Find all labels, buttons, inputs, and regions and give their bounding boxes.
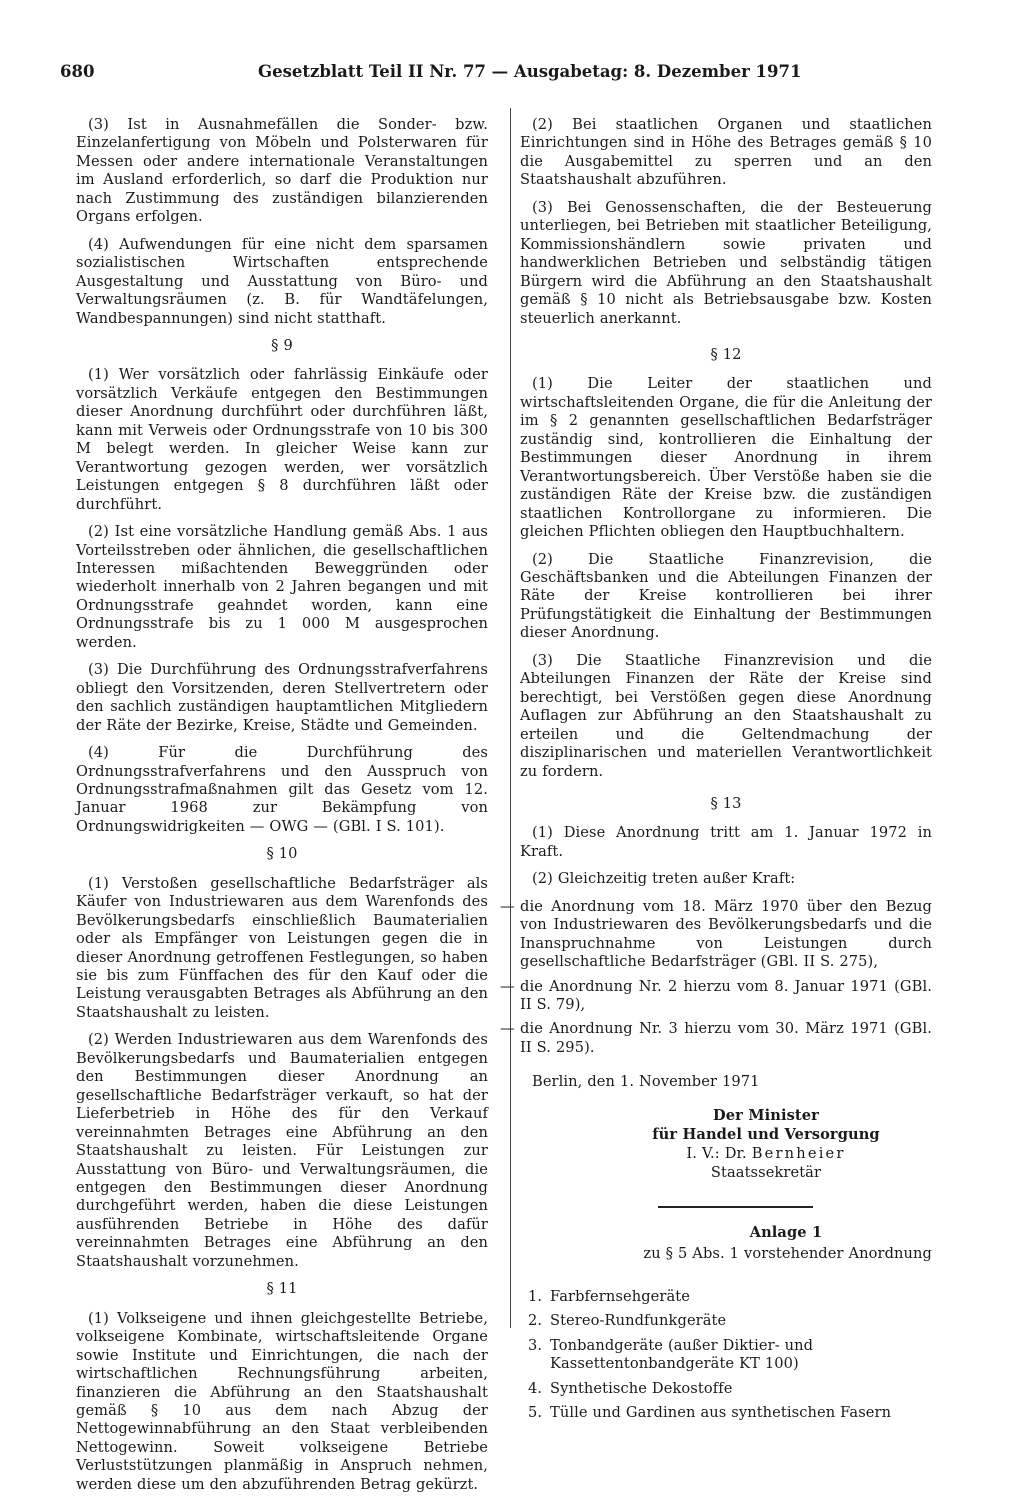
repeal-list xyxy=(500,897,932,1058)
paragraph-10-1: (1) Verstoßen gesellschaftliche Bedarfsträger als Käufer von Industriewaren aus dem Warenfonds des Bevölkerungsbedarfs einschließlich Baumaterialien oder als Empfänger von Leistungen gegen die in dieser Anordnung getroffenen Festlegungen, so haben sie bis zum Fünffachen des für den Kauf oder die Leistung verausgabten Betrages als Abführung an den Staatshaushalt zu leisten. xyxy=(76,874,488,1021)
list-item xyxy=(500,898,932,972)
section-heading-13: § 13 xyxy=(710,794,742,812)
item-text: Synthetische Dekostoffe xyxy=(550,1379,733,1397)
separator-line xyxy=(658,1206,813,1208)
list-item xyxy=(528,1404,932,1422)
paragraph-12-1: (1) Die Leiter der staatlichen und wirtschaftsleitenden Organe, die für die Anleitung der im § 2 genannten gesellschaftlichen Bedarfsträger zuständig sind, kontrollieren die Einhaltung der Bestimmungen dieser Anordnung in ihrem Verantwortungsbereich. Über Verstöße haben sie die zuständigen Räte der Kreise bzw. die zuständigen staatlichen Kontrollorgane zu informieren. Die gleichen Pflichten obliegen den Hauptbuchhaltern. xyxy=(520,375,932,541)
list-item xyxy=(528,1312,932,1330)
paragraph-11-3: (3) Bei Genossenschaften, die der Besteuerung unterliegen, bei Betrieben mit staatlicher Beteiligung, Kommissionshändlern sowie privaten und handwerklichen Betrieben und selbständig tätigen Bürgern wird die Abführung an den Staatshaushalt gemäß § 10 nicht als Betriebsausgabe bzw. Kosten steuerlich anerkannt. xyxy=(520,198,932,327)
item-number: 2. xyxy=(528,1312,543,1330)
column-divider xyxy=(510,108,511,1328)
item-number: 4. xyxy=(528,1379,543,1397)
dash-marker: — xyxy=(500,897,515,915)
signatory-title-line-2: für Handel und Versorgung xyxy=(652,1125,880,1143)
paragraph-12-3: (3) Die Staatliche Finanzrevision und die Abteilungen Finanzen der Räte der Kreise sind berechtigt, bei Verstößen gegen diese Anordnung Auflagen zur Abführung an den Staatshaushalt zu erteilen und die Geltendmachung der disziplinarischen und materiellen Verantwortlichkeit zu fordern. xyxy=(520,651,932,780)
list-item xyxy=(500,978,932,1015)
repeal-item-1: die Anordnung vom 18. März 1970 über den Bezug von Industriewaren des Bevölkerungsbedarfs und die Inanspruchnahme von Leistungen durch gesellschaftliche Bedarfsträger (GBl. II S. 275), xyxy=(520,897,932,971)
annex-subtitle: zu § 5 Abs. 1 vorstehender Anordnung xyxy=(643,1245,932,1263)
left-column xyxy=(76,116,488,1503)
dash-marker: — xyxy=(500,977,515,995)
paragraph-10-2: (2) Werden Industriewaren aus dem Warenfonds des Bevölkerungsbedarfs und Baumaterialien entgegen den Bestimmungen dieser Anordnung an gesellschaftliche Bedarfsträger verkauft, so hat der Lieferbetrieb in Höhe des für den Verkauf vereinnahmten Betrages eine Abführung an den Staatshaushalt zu leisten. Für Leistungen zur Ausstattung von Büro- und Verwaltungsräumen, die entgegen den Bestimmungen dieser Anordnung durchgeführt werden, haben die diese Leistungen ausführenden Betriebe in Höhe des dafür vereinnahmten Betrages eine Abführung an den Staatshaushalt vorzunehmen. xyxy=(76,1031,488,1270)
list-item xyxy=(500,1020,932,1057)
annex-list xyxy=(520,1288,932,1423)
dash-marker: — xyxy=(500,1020,515,1038)
repeal-item-2: die Anordnung Nr. 2 hierzu vom 8. Januar 1971 (GBl. II S. 79), xyxy=(520,977,932,1014)
paragraph-11-1: (1) Volkseigene und ihnen gleichgestellte Betriebe, volkseigene Kombinate, wirtschaftsleitende Organe sowie Institute und Einrichtungen, die nach der wirtschaftlichen Rechnungsführung arbeiten, finanzieren die Abführung an den Staatshaushalt gemäß § 10 aus dem nach Abzug der Nettogewinnabführung an den Staat verbleibenden Nettogewinn. Soweit volkseigene Betriebe Verluststützungen planmäßig in Anspruch nehmen, werden diese um den abzuführenden Betrag gekürzt. xyxy=(76,1309,488,1493)
signatory-role: Staatssekretär xyxy=(710,1163,822,1181)
signatory-name-line xyxy=(600,1144,932,1163)
paragraph-9-2: (2) Ist eine vorsätzliche Handlung gemäß Abs. 1 aus Vorteilsstreben oder ähnlichen, die gesellschaftlichen Interessen mißachtenden Beweggründen oder wiederholt innerhalb von 2 Jahren begangen und mit Ordnungsstrafe geahndet worden, kann eine Ordnungsstrafe bis zu 1 000 M ausgesprochen werden. xyxy=(76,523,488,651)
place-date: Berlin, den 1. November 1971 xyxy=(532,1073,760,1091)
signatory-title-line-1: Der Minister xyxy=(713,1106,819,1124)
item-text: Tülle und Gardinen aus synthetischen Fasern xyxy=(550,1404,892,1422)
annex-title: Anlage 1 xyxy=(749,1223,823,1241)
signature-block xyxy=(600,1106,932,1182)
paragraph-9-3: (3) Die Durchführung des Ordnungsstrafverfahrens obliegt den Vorsitzenden, deren Stellvertretern oder den sachlich zuständigen hauptamtlichen Mitgliedern der Räte der Bezirke, Kreise, Städte und Gemeinden. xyxy=(76,661,488,734)
list-item xyxy=(528,1337,932,1374)
section-heading-10: § 10 xyxy=(266,845,298,863)
item-number: 1. xyxy=(528,1287,543,1305)
paragraph-11-2: (2) Bei staatlichen Organen und staatlichen Einrichtungen sind in Höhe des Betrages gemäß § 10 die Ausgabemittel zu sperren und an den Staatshaushalt abzuführen. xyxy=(520,116,932,189)
item-number: 3. xyxy=(528,1336,543,1354)
paragraph-8-4: (4) Aufwendungen für eine nicht dem sparsamen sozialistischen Wirtschaften entsprechende Ausgestaltung und Ausstattung von Büro- und Verwaltungsräumen (z. B. für Wandtäfelungen, Wandbespannungen) sind nicht statthaft. xyxy=(76,235,488,327)
header-title: Gesetzblatt Teil II Nr. 77 — Ausgabetag: 8. Dezember 1971 xyxy=(258,62,802,81)
section-heading-9: § 9 xyxy=(271,336,293,354)
signatory-prefix: I. V.: Dr. xyxy=(686,1144,747,1162)
paragraph-13-2: (2) Gleichzeitig treten außer Kraft: xyxy=(532,870,796,888)
item-text: Farbfernsehgeräte xyxy=(550,1287,690,1305)
list-item xyxy=(528,1288,932,1306)
page-number: 680 xyxy=(60,62,95,81)
repeal-item-3: die Anordnung Nr. 3 hierzu vom 30. März 1971 (GBl. II S. 295). xyxy=(520,1020,932,1056)
item-text: Stereo-Rundfunkgeräte xyxy=(550,1312,727,1330)
item-text: Tonbandgeräte (außer Diktier- und Kassettentonbandgeräte KT 100) xyxy=(550,1336,814,1373)
paragraph-13-1: (1) Diese Anordnung tritt am 1. Januar 1972 in Kraft. xyxy=(520,824,932,860)
right-column xyxy=(500,116,932,1428)
paragraph-12-2: (2) Die Staatliche Finanzrevision, die Geschäftsbanken und die Abteilungen Finanzen der Räte der Kreise kontrollieren bei ihrer Prüfungstätigkeit die Einhaltung der Bestimmungen dieser Anordnung. xyxy=(520,550,932,642)
item-number: 5. xyxy=(528,1404,543,1422)
signatory-name: Bernheier xyxy=(751,1144,846,1162)
list-item xyxy=(528,1380,932,1398)
paragraph-9-1: (1) Wer vorsätzlich oder fahrlässig Einkäufe oder vorsätzlich Verkäufe entgegen den Bestimmungen dieser Anordnung durchführt oder durchführen läßt, kann mit Verweis oder Ordnungsstrafe von 10 bis 300 M belegt werden. In gleicher Weise kann zur Verantwortung gezogen werden, wer vorsätzlich Leistungen entgegen § 8 durchführen läßt oder durchführt. xyxy=(76,366,488,513)
section-heading-12: § 12 xyxy=(710,345,742,363)
paragraph-8-3: (3) Ist in Ausnahmefällen die Sonder- bzw. Einzelanfertigung von Möbeln und Polsterwaren für Messen oder andere internationale Veranstaltungen im Ausland erforderlich, so darf die Produktion nur nach Zustimmung des zuständigen bilanzierenden Organs erfolgen. xyxy=(76,116,488,226)
paragraph-9-4: (4) Für die Durchführung des Ordnungsstrafverfahrens und den Ausspruch von Ordnungsstrafmaßnahmen gilt das Gesetz vom 12. Januar 1968 zur Bekämpfung von Ordnungswidrigkeiten — OWG — (GBl. I S. 101). xyxy=(76,744,488,835)
section-heading-11: § 11 xyxy=(266,1280,298,1298)
